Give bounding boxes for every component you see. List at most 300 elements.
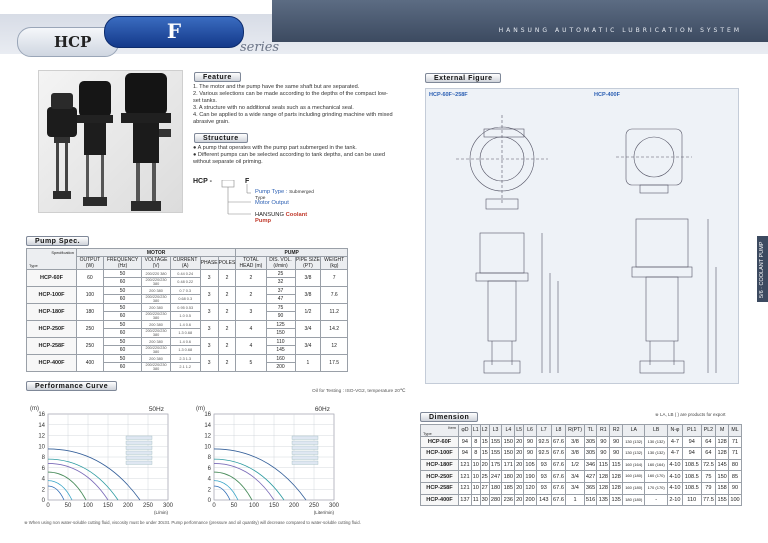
dim-cell: 20 (480, 459, 489, 471)
pump-spec-table (26, 248, 348, 372)
spec-current: 1.4 0.6 (170, 338, 200, 346)
dim-row (421, 494, 742, 506)
y-tick-label: 0 (41, 498, 45, 504)
x-tick-label: 150 (102, 503, 114, 509)
spec-voltage: 200 380 (142, 355, 170, 363)
dim-col-header: M (716, 425, 729, 437)
spec-row (27, 355, 348, 363)
dim-cell: 3/8 (566, 448, 584, 460)
dim-cell: 67.6 (551, 448, 566, 460)
dim-cell: 4-7 (667, 436, 682, 448)
dim-cell: 90 (524, 436, 537, 448)
dim-model: HCP-180F (421, 459, 459, 471)
dim-cell: 94 (459, 436, 472, 448)
dim-cell: 94 (682, 448, 701, 460)
spec-weight: 11.2 (321, 304, 348, 321)
dim-model: HCP-250F (421, 471, 459, 483)
dim-cell: 4-7 (667, 448, 682, 460)
dim-cell: 71 (729, 448, 742, 460)
spec-col-header: OUTPUT (W) (77, 257, 104, 270)
dim-cell: 128 (597, 471, 610, 483)
dim-cell: 121 (459, 482, 472, 494)
dim-cell: 130 (132) (623, 436, 645, 448)
dim-cell: 365 (584, 482, 597, 494)
spec-frequency: 60 (103, 278, 141, 287)
code-brand (255, 212, 323, 224)
x-tick-label: 100 (82, 503, 94, 509)
dim-cell: 236 (502, 494, 515, 506)
code-prefix: HCP - (193, 178, 212, 185)
brand-name: HANSUNG (255, 212, 284, 218)
spec-output: 180 (77, 304, 104, 321)
feature-item: 4. Can be applied to a wide range of parts including grinding machine with mixed abrasive grain. (193, 112, 393, 126)
spec-discharge: 32 (266, 278, 295, 287)
y-tick-label: 2 (41, 487, 45, 494)
pump-header: PUMP (236, 249, 348, 257)
spec-model: HCP-100F (27, 287, 77, 304)
external-left-label: HCP-60F~258F (429, 92, 468, 98)
spec-weight: 7 (321, 270, 348, 287)
spec-model: HCP-180F (27, 304, 77, 321)
dim-cell: 90 (610, 436, 623, 448)
dim-cell: 128 (597, 482, 610, 494)
y-tick-label: 14 (204, 422, 211, 429)
feature-list (193, 84, 393, 127)
y-unit: (m) (196, 406, 205, 412)
spec-col-header: VOLTAGE (V) (142, 257, 170, 270)
spec-poles: 2 (218, 355, 236, 372)
spec-voltage: 200/220/230 380 (142, 278, 170, 287)
dim-row (421, 482, 742, 494)
dim-cell: 10 (471, 482, 480, 494)
dim-cell: 3/4 (566, 471, 584, 483)
y-tick-label: 10 (38, 444, 45, 451)
dim-col-header: N-φ (667, 425, 682, 437)
spec-current: 1.3 0.68 (170, 329, 200, 338)
dim-model: HCP-400F (421, 494, 459, 506)
legend-chip (292, 441, 318, 445)
dim-col-header: ML (729, 425, 742, 437)
spec-voltage: 200 380 (142, 287, 170, 295)
legend-chip (126, 441, 152, 445)
dim-cell: 72.5 (701, 459, 716, 471)
external-right-label: HCP-400F (594, 92, 620, 98)
spec-pipe: 3/8 (295, 287, 321, 304)
dim-corner: Item Type (421, 425, 459, 437)
frequency-label: 60Hz (314, 406, 330, 413)
dim-col-header: LB (645, 425, 667, 437)
dim-cell: 15 (480, 436, 489, 448)
dim-cell: 71 (729, 436, 742, 448)
dim-cell: 1 (566, 494, 584, 506)
y-tick-label: 8 (41, 455, 45, 461)
dim-cell: 128 (716, 436, 729, 448)
pump-type-label: Pump Type : (255, 189, 288, 195)
dim-col-header: R1 (597, 425, 610, 437)
spec-weight: 17.5 (321, 355, 348, 372)
dim-cell: 247 (489, 471, 502, 483)
spec-output: 100 (77, 287, 104, 304)
dim-cell: 108.5 (682, 459, 701, 471)
legend-chip (292, 456, 318, 460)
dim-cell: 25 (480, 471, 489, 483)
y-tick-label: 0 (207, 498, 211, 504)
dim-cell: 170 (170) (645, 482, 667, 494)
dimension-table (420, 424, 742, 506)
spec-frequency: 60 (103, 295, 141, 304)
external-figure-heading: External Figure (425, 73, 501, 83)
spec-col-header: PHASE (200, 257, 218, 270)
spec-col-header: POLES (218, 257, 236, 270)
dim-cell: 105 (524, 459, 537, 471)
spec-output: 250 (77, 321, 104, 338)
spec-voltage: 200 380 (142, 304, 170, 312)
structure-list (193, 145, 393, 166)
spec-head: 4 (236, 338, 266, 355)
external-drawing (426, 89, 740, 385)
dim-cell: 90 (610, 448, 623, 460)
dim-cell: 160 (180) (623, 471, 645, 483)
spec-row (27, 287, 348, 295)
page-header (0, 0, 768, 56)
model-code-diagram (193, 176, 323, 226)
dim-cell: 185 (502, 482, 515, 494)
dim-cell: 128 (716, 448, 729, 460)
dim-cell: 135 (610, 494, 623, 506)
external-figure-panel (425, 88, 739, 384)
dim-cell: 20 (515, 436, 524, 448)
spec-discharge: 47 (266, 295, 295, 304)
y-tick-label: 16 (204, 412, 211, 418)
dim-model: HCP-60F (421, 436, 459, 448)
dim-col-header: PL2 (701, 425, 716, 437)
spec-discharge: 150 (266, 329, 295, 338)
dim-cell: 200 (524, 494, 537, 506)
performance-curve-60hz (194, 404, 340, 516)
y-tick-label: 2 (207, 487, 211, 494)
dim-cell: 158 (716, 482, 729, 494)
dim-cell: 67.6 (551, 482, 566, 494)
dim-cell: 150 (716, 471, 729, 483)
spec-output: 400 (77, 355, 104, 372)
spec-phase: 3 (200, 321, 218, 338)
spec-row (27, 270, 348, 278)
y-tick-label: 8 (207, 455, 211, 461)
dim-cell: 8 (471, 436, 480, 448)
spec-head: 5 (236, 355, 266, 372)
y-unit: (m) (30, 406, 39, 412)
dim-cell: 180 (489, 482, 502, 494)
dim-col-header: TL (584, 425, 597, 437)
dim-cell: 145 (716, 459, 729, 471)
dim-cell: 143 (536, 494, 551, 506)
spec-pipe: 3/8 (295, 270, 321, 287)
header-dark-band (272, 0, 768, 42)
spec-frequency: 50 (103, 287, 141, 295)
spec-voltage: 200 380 (142, 338, 170, 346)
spec-current: 2.1 1.2 (170, 363, 200, 372)
spec-row (27, 321, 348, 329)
dim-cell: 20 (515, 482, 524, 494)
spec-model: HCP-250F (27, 321, 77, 338)
performance-curve-50hz (28, 404, 174, 516)
dim-row (421, 436, 742, 448)
pump-type-value: Submerged Type (255, 190, 314, 201)
dim-cell: 150 (502, 448, 515, 460)
dim-col-header: L4 (502, 425, 515, 437)
dim-cell: 130 (132) (623, 448, 645, 460)
dim-cell: 94 (682, 436, 701, 448)
dim-cell: 130 (132) (645, 448, 667, 460)
dim-cell: 160 (170) (645, 471, 667, 483)
spec-model: HCP-400F (27, 355, 77, 372)
x-tick-label: 200 (122, 503, 134, 509)
spec-frequency: 60 (103, 312, 141, 321)
f-series-label: F (104, 16, 244, 48)
spec-current: 0.68 0.3 (170, 295, 200, 304)
dim-cell: 180 (502, 471, 515, 483)
spec-discharge: 145 (266, 346, 295, 355)
dim-cell: 180 (180) (623, 494, 645, 506)
dim-cell: 67.6 (551, 494, 566, 506)
dim-col-header: L1 (471, 425, 480, 437)
dim-cell: 160 (164) (645, 459, 667, 471)
dim-cell: 130 (132) (645, 436, 667, 448)
dim-cell: 67.6 (551, 471, 566, 483)
spec-output: 250 (77, 338, 104, 355)
dim-cell: 93 (536, 482, 551, 494)
dim-cell: 150 (502, 436, 515, 448)
hcp-label: HCP (17, 27, 119, 57)
spec-discharge: 25 (266, 270, 295, 278)
dim-cell: 90 (597, 448, 610, 460)
legend-chip (292, 436, 318, 440)
spec-phase: 3 (200, 304, 218, 321)
spec-model: HCP-60F (27, 270, 77, 287)
dim-cell: 15 (480, 448, 489, 460)
dim-cell: 100 (729, 494, 742, 506)
dim-cell: 115 (610, 459, 623, 471)
spec-weight: 12 (321, 338, 348, 355)
spec-discharge: 110 (266, 338, 295, 346)
dim-cell: 92.5 (536, 448, 551, 460)
spec-head: 2 (236, 270, 266, 287)
x-tick-label: 300 (162, 503, 174, 509)
spec-col-header: DIS. VOL. (ℓ/min) (266, 257, 295, 270)
spec-phase: 3 (200, 338, 218, 355)
frequency-label: 50Hz (148, 406, 164, 413)
dim-cell: 90 (524, 448, 537, 460)
dim-col-header: L8 (551, 425, 566, 437)
dim-cell: 10 (471, 471, 480, 483)
spec-model: HCP-258F (27, 338, 77, 355)
spec-row (27, 338, 348, 346)
system-title: HANSUNG AUTOMATIC LUBRICATION SYSTEM (498, 27, 742, 34)
spec-current: 0.7 0.3 (170, 287, 200, 295)
spec-frequency: 50 (103, 355, 141, 363)
x-tick-label: 0 (212, 503, 216, 509)
dim-cell: 93 (536, 471, 551, 483)
spec-pipe: 3/4 (295, 321, 321, 338)
feature-item: 1. The motor and the pump have the same shaft but are separated. (193, 84, 360, 90)
spec-voltage: 200/220 380 (142, 270, 170, 278)
spec-discharge: 200 (266, 363, 295, 372)
x-tick-label: 300 (328, 503, 340, 509)
spec-head: 2 (236, 287, 266, 304)
spec-col-header: TOTAL HEAD (m) (236, 257, 266, 270)
dim-cell: 155 (489, 436, 502, 448)
dim-cell: 120 (524, 482, 537, 494)
dim-col-header: L3 (489, 425, 502, 437)
coolant-pump-image (39, 71, 184, 214)
product-photo (38, 70, 183, 213)
dim-cell: 135 (597, 494, 610, 506)
series-label: series (240, 40, 280, 55)
spec-current: 0.44 0.24 (170, 270, 200, 278)
spec-poles: 2 (218, 270, 236, 287)
dim-cell: 20 (515, 471, 524, 483)
x-tick-label: 50 (64, 503, 72, 509)
y-tick-label: 6 (41, 465, 45, 472)
legend-chip (126, 451, 152, 455)
structure-item: ● A pump that operates with the pump part submerged in the tank. (193, 145, 357, 151)
dim-cell: 2-10 (667, 494, 682, 506)
spec-voltage: 200/220/230 380 (142, 295, 170, 304)
spec-voltage: 200 380 (142, 321, 170, 329)
dim-cell: 110 (682, 494, 701, 506)
legend-chip (126, 436, 152, 440)
y-tick-label: 4 (41, 476, 45, 483)
legend-chip (292, 461, 318, 465)
spec-output: 60 (77, 270, 104, 287)
dim-cell: 67.6 (551, 459, 566, 471)
y-tick-label: 4 (207, 476, 211, 483)
dim-cell: 4-10 (667, 459, 682, 471)
dim-cell: 190 (524, 471, 537, 483)
spec-discharge: 160 (266, 355, 295, 363)
x-tick-label: 200 (288, 503, 300, 509)
dim-cell: 346 (584, 459, 597, 471)
dim-cell: 64 (701, 436, 716, 448)
dim-cell: 128 (610, 482, 623, 494)
dim-cell: 108.5 (682, 482, 701, 494)
dim-row (421, 459, 742, 471)
spec-phase: 3 (200, 270, 218, 287)
x-tick-label: 50 (230, 503, 238, 509)
spec-current: 0.48 0.22 (170, 278, 200, 287)
spec-current: 1.4 0.6 (170, 321, 200, 329)
y-tick-label: 16 (38, 412, 45, 418)
spec-col-header: PIPE SIZE (PT) (295, 257, 320, 269)
spec-frequency: 60 (103, 346, 141, 355)
dim-cell: 305 (584, 436, 597, 448)
dim-cell: 155 (716, 494, 729, 506)
spec-pipe: 1 (295, 355, 321, 372)
code-motor-output: Motor Output (255, 200, 289, 206)
dim-cell: 516 (584, 494, 597, 506)
spec-col-header: CURRENT (A) (170, 257, 200, 270)
dim-col-header: R(PT) (566, 425, 584, 437)
spec-current: 0.95 0.53 (170, 304, 200, 312)
dimension-note: ※ LA, LB ( ) are products for export (655, 412, 726, 417)
brand-suffix: Coolant Pump (255, 212, 308, 224)
dim-row (421, 448, 742, 460)
dim-cell: 20 (515, 494, 524, 506)
legend-chip (292, 446, 318, 450)
dim-cell: 30 (480, 494, 489, 506)
spec-row (27, 304, 348, 312)
feature-heading: Feature (194, 72, 241, 82)
dim-col-header: L2 (480, 425, 489, 437)
motor-header: MOTOR (77, 249, 236, 257)
spec-frequency: 60 (103, 329, 141, 338)
dim-cell: 92.5 (536, 436, 551, 448)
dimension-heading: Dimension (420, 412, 478, 422)
spec-weight: 7.6 (321, 287, 348, 304)
dim-cell: 3/4 (566, 482, 584, 494)
dim-cell: 94 (459, 448, 472, 460)
spec-voltage: 200/220/230 380 (142, 346, 170, 355)
dim-cell: 427 (584, 471, 597, 483)
spec-col-header: FREQUENCY (Hz) (103, 257, 141, 270)
spec-discharge: 37 (266, 287, 295, 295)
dim-col-header: L7 (536, 425, 551, 437)
dim-col-header: PL1 (682, 425, 701, 437)
dim-cell: 77.5 (701, 494, 716, 506)
x-unit: (Liter/min) (313, 510, 334, 515)
dim-cell: 305 (584, 448, 597, 460)
dim-cell: 121 (459, 459, 472, 471)
y-tick-label: 12 (204, 433, 211, 440)
dim-cell: 64 (701, 448, 716, 460)
feature-item: 3. A structure with no additional seals such as a mechanical seal. (193, 105, 354, 112)
spec-frequency: 60 (103, 363, 141, 372)
dim-cell: 108.5 (682, 471, 701, 483)
dim-cell: - (645, 494, 667, 506)
spec-discharge: 75 (266, 304, 295, 312)
spec-discharge: 125 (266, 321, 295, 329)
spec-poles: 2 (218, 304, 236, 321)
dim-col-header: L5 (515, 425, 524, 437)
dim-cell: 4-10 (667, 471, 682, 483)
dim-cell: 137 (459, 494, 472, 506)
y-tick-label: 10 (204, 444, 211, 451)
spec-frequency: 50 (103, 304, 141, 312)
x-tick-label: 150 (268, 503, 280, 509)
x-unit: (L/min) (153, 510, 168, 515)
legend-chip (292, 451, 318, 455)
oil-note: Oil for Testing : ISO-VG2, temperature 20℃ (312, 389, 406, 394)
dim-cell: 128 (610, 471, 623, 483)
x-tick-label: 100 (248, 503, 260, 509)
dim-cell: 90 (597, 436, 610, 448)
spec-discharge: 90 (266, 312, 295, 321)
legend-chip (126, 456, 152, 460)
dim-cell: 80 (729, 459, 742, 471)
dim-model: HCP-258F (421, 482, 459, 494)
x-tick-label: 250 (308, 503, 320, 509)
dim-cell: 27 (480, 482, 489, 494)
dim-cell: 90 (729, 482, 742, 494)
spec-current: 2.3 1.3 (170, 355, 200, 363)
dim-cell: 11 (471, 494, 480, 506)
side-tab: 5/6 · COOLANT PUMP (757, 236, 768, 302)
legend-chip (126, 461, 152, 465)
dim-cell: 4-10 (667, 482, 682, 494)
dim-cell: 85 (729, 471, 742, 483)
structure-heading: Structure (194, 133, 248, 143)
legend-chip (126, 446, 152, 450)
